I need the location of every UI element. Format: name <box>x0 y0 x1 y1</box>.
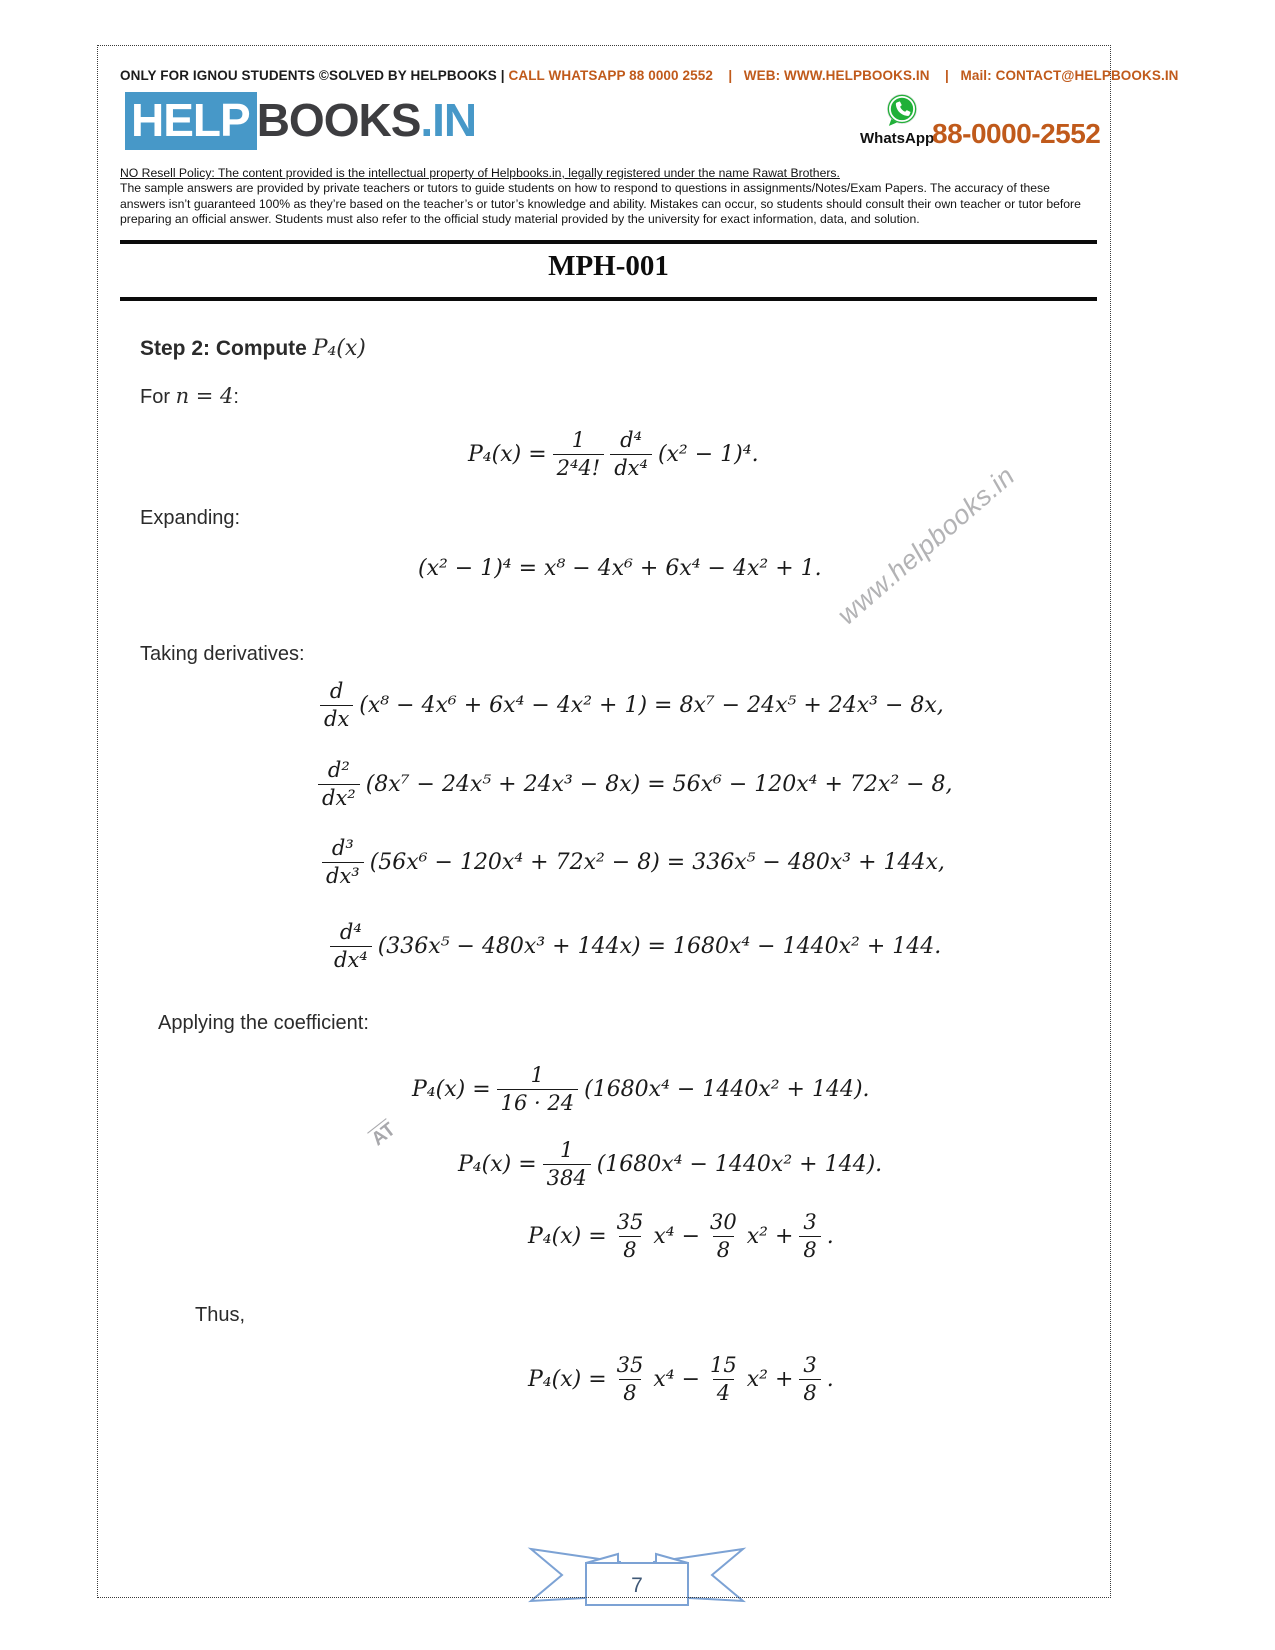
eq-lhs: P₄(x) = <box>528 1366 607 1392</box>
for-line-post: : <box>233 386 239 408</box>
eq-lhs: P₄(x) = <box>468 441 547 467</box>
equation-expansion <box>418 556 822 581</box>
equation-p4-definition <box>468 428 759 481</box>
page-number-ribbon <box>522 1541 752 1612</box>
whatsapp-number: 88-0000-2552 <box>932 118 1101 149</box>
step-heading-text: Step 2: Compute <box>140 337 313 360</box>
divider-title <box>120 297 1097 301</box>
eq-rhs: (8x⁷ − 24x⁵ + 24x³ − 8x) = 56x⁶ − 120x⁴ + 72x² − 8, <box>365 771 953 797</box>
eq-lhs: P₄(x) = <box>528 1223 607 1249</box>
fraction-numerator: d³ <box>331 836 354 860</box>
thus-label: Thus, <box>195 1304 246 1326</box>
fraction-denominator: 8 <box>799 1379 820 1406</box>
fraction <box>613 1210 648 1263</box>
coefficient-label: Applying the coefficient: <box>158 1012 369 1034</box>
equation-simplified <box>528 1210 834 1263</box>
fraction-d4 <box>330 920 372 973</box>
fraction <box>799 1210 820 1263</box>
fraction-denominator: 8 <box>619 1236 640 1263</box>
fraction-denominator: dx⁴ <box>610 454 652 481</box>
info-separator: | <box>933 68 957 83</box>
fraction-denominator: 8 <box>619 1379 640 1406</box>
divider-top <box>120 240 1097 244</box>
eq-end: . <box>826 1223 834 1249</box>
eq-rhs: (336x⁵ − 480x³ + 144x) = 1680x⁴ − 1440x² + 144. <box>377 933 942 959</box>
step-heading <box>140 336 366 361</box>
fraction-numerator: 35 <box>616 1210 644 1234</box>
eq-lhs: P₄(x) = <box>458 1151 537 1177</box>
whatsapp-label: WhatsApp <box>860 130 935 147</box>
eq-term: x⁴ − <box>653 1366 701 1392</box>
fraction <box>543 1138 591 1191</box>
helpbooks-logo <box>125 92 476 150</box>
info-left: ONLY FOR IGNOU STUDENTS ©SOLVED BY HELPBOOKS <box>120 68 497 83</box>
info-separator: | <box>716 68 740 83</box>
fraction-numerator: d <box>329 679 344 703</box>
header-info-line <box>120 68 1179 83</box>
fraction-coefficient <box>553 428 605 481</box>
equation-derivative-2 <box>318 758 953 811</box>
page-number: 7 <box>631 1574 643 1597</box>
eq-rhs: (x⁸ − 4x⁶ + 6x⁴ − 4x² + 1) = 8x⁷ − 24x⁵ + 24x³ − 8x, <box>359 692 944 718</box>
equation-final <box>528 1353 834 1406</box>
eq-term: x² + <box>746 1223 794 1249</box>
fraction-numerator: d² <box>327 758 350 782</box>
page-title: MPH-001 <box>548 250 669 282</box>
fraction-numerator: d⁴ <box>339 920 362 944</box>
eq-term: x² + <box>746 1366 794 1392</box>
eq-term: x⁴ − <box>653 1223 701 1249</box>
fraction-derivative <box>610 428 652 481</box>
fraction <box>799 1353 820 1406</box>
fraction-denominator: dx³ <box>322 862 364 889</box>
eq-text: (x² − 1)⁴ = x⁸ − 4x⁶ + 6x⁴ − 4x² + 1. <box>418 556 822 581</box>
info-web-link[interactable]: WEB: WWW.HELPBOOKS.IN <box>743 68 930 83</box>
fraction-numerator: 1 <box>559 1138 574 1162</box>
derivatives-label: Taking derivatives: <box>140 643 305 665</box>
disclaimer-policy-line: NO Resell Policy: The content provided is the intellectual property of Helpbooks.in, legally registered under the name Rawat Brothers. <box>120 166 840 180</box>
equation-coefficient-2 <box>458 1138 882 1191</box>
fraction-denominator: 2⁴4! <box>553 454 605 481</box>
watermark-fragment: $\overline{AT}$ <box>367 1118 400 1151</box>
fraction-denominator: 4 <box>713 1379 734 1406</box>
eq-lhs: P₄(x) = <box>412 1076 491 1102</box>
equation-derivative-4 <box>330 920 941 973</box>
fraction-numerator: 1 <box>571 428 586 452</box>
logo-books-text: BOOKS <box>256 94 421 146</box>
fraction <box>706 1353 741 1406</box>
equation-coefficient-1 <box>412 1063 870 1116</box>
eq-end: . <box>826 1366 834 1392</box>
whatsapp-icon <box>884 92 920 133</box>
info-separator: | <box>500 68 509 83</box>
fraction-denominator: dx⁴ <box>330 946 372 973</box>
step-heading-math: P₄(x) <box>312 336 366 361</box>
fraction-numerator: 15 <box>710 1353 737 1377</box>
fraction-numerator: 1 <box>530 1063 545 1087</box>
fraction-denominator: dx <box>320 705 353 732</box>
disclaimer-text <box>120 166 1098 228</box>
fraction-denominator: 8 <box>799 1236 820 1263</box>
fraction <box>613 1353 648 1406</box>
for-line-math: n = 4 <box>175 384 234 408</box>
equation-derivative-1 <box>320 679 944 732</box>
logo-help-block: HELP <box>125 92 257 150</box>
fraction-numerator: 30 <box>710 1210 737 1234</box>
eq-rhs: (1680x⁴ − 1440x² + 144). <box>584 1076 870 1102</box>
watermark-text: www.helpbooks.in <box>831 460 1021 631</box>
for-line-pre: For <box>140 386 176 408</box>
expanding-label: Expanding: <box>140 507 241 529</box>
fraction <box>706 1210 741 1263</box>
logo-dotin-text: .IN <box>420 94 477 146</box>
fraction-denominator: 8 <box>713 1236 734 1263</box>
fraction-denominator: dx² <box>318 784 360 811</box>
fraction-denominator: 16 · 24 <box>497 1089 578 1116</box>
fraction-d2 <box>318 758 360 811</box>
info-mail-link[interactable]: Mail: CONTACT@HELPBOOKS.IN <box>960 68 1179 83</box>
eq-rhs: (1680x⁴ − 1440x² + 144). <box>596 1151 883 1177</box>
disclaimer-body: The sample answers are provided by private teachers or tutors to guide students on how to respond to questions in assignments/Notes/Exam Papers. The accuracy of these answers isn’t guaranteed 100% as they’re based on the teacher’s or tutor’s knowledge and ability. Mistakes can occur, so students should consult their own teacher or tutor before preparing an official answer. Students must also refer to the official study material provided by the university for exact information, data, and solution. <box>120 181 1081 227</box>
fraction-numerator: 3 <box>803 1353 817 1377</box>
eq-rhs: (56x⁶ − 120x⁴ + 72x² − 8) = 336x⁵ − 480x³ + 144x, <box>369 849 945 875</box>
for-line <box>140 384 239 409</box>
fraction-denominator: 384 <box>543 1164 591 1191</box>
fraction-numerator: 35 <box>616 1353 644 1377</box>
fraction-d1 <box>320 679 353 732</box>
eq-rhs: (x² − 1)⁴. <box>657 441 759 467</box>
fraction-d3 <box>322 836 364 889</box>
fraction-numerator: 3 <box>803 1210 817 1234</box>
equation-derivative-3 <box>322 836 945 889</box>
fraction <box>497 1063 578 1116</box>
info-call: CALL WHATSAPP 88 0000 2552 <box>508 68 713 83</box>
fraction-numerator: d⁴ <box>620 428 643 452</box>
